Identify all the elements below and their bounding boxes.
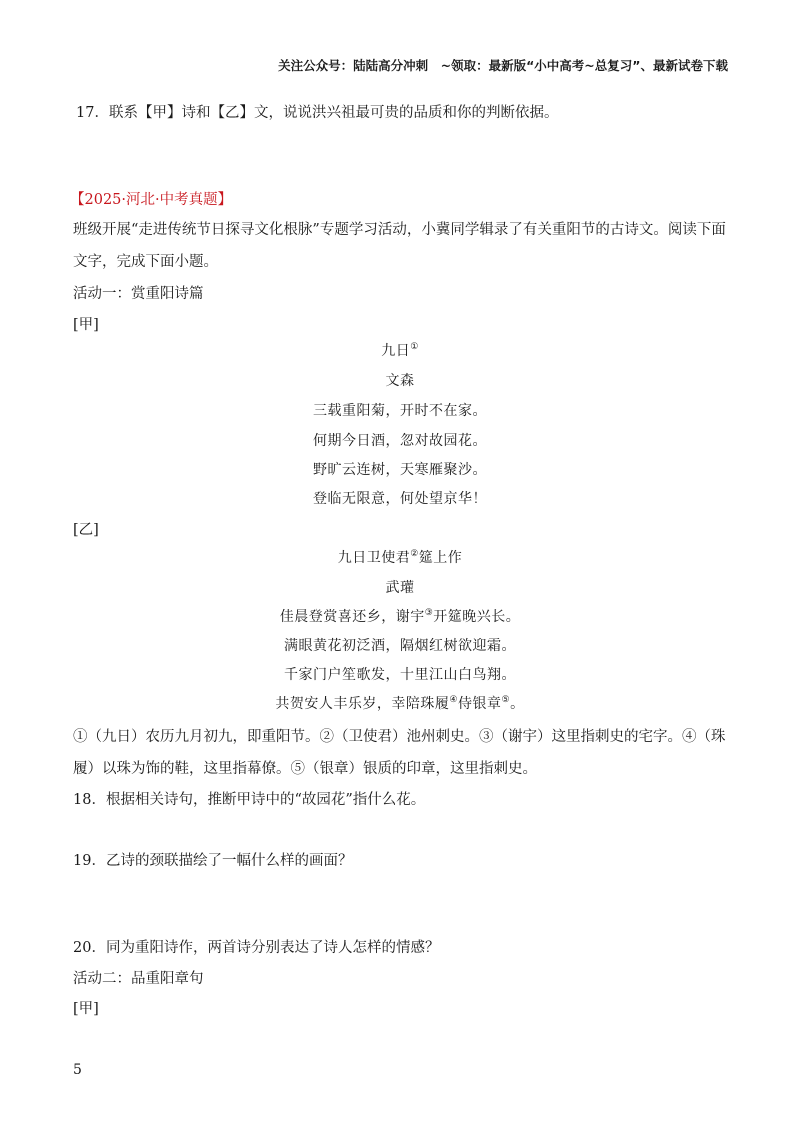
label-yi: [乙] bbox=[73, 522, 99, 538]
question-19: 19．乙诗的颈联描绘了一幅什么样的画面？ bbox=[73, 853, 353, 869]
poem2-line-1-b: 开筵晚兴长。 bbox=[433, 609, 521, 625]
poem1-line-1: 三载重阳菊，开时不在家。 bbox=[313, 403, 487, 419]
poem1-title-text: 九日 bbox=[381, 343, 411, 359]
poem2-line-4-c: 。 bbox=[510, 696, 525, 712]
poem2-line-3: 千家门户笙歌发，十里江山白鸟翔。 bbox=[284, 667, 516, 683]
notes-line-2: 履）以珠为饰的鞋，这里指幕僚。⑤（银章）银质的印章，这里指刺史。 bbox=[73, 761, 537, 777]
page-number: 5 bbox=[73, 1062, 82, 1078]
poem1-title-note: ① bbox=[410, 342, 419, 352]
poem2-title-note: ② bbox=[410, 549, 419, 559]
poem1-line-2: 何期今日酒，忽对故园花。 bbox=[313, 433, 487, 449]
poem2-line-4-b: 侍银章 bbox=[458, 696, 502, 712]
intro-line-1: 班级开展“走进传统节日探寻文化根脉”专题学习活动，小冀同学辑录了有关重阳节的古诗文。阅读下面 bbox=[73, 222, 726, 238]
poem2-line-1-note: ③ bbox=[424, 608, 434, 618]
poem2-line-4 bbox=[0, 693, 800, 713]
poem1-line-4: 登临无限意，何处望京华！ bbox=[313, 491, 487, 507]
label-jia-2: [甲] bbox=[73, 1001, 99, 1017]
page-header: 关注公众号：陆陆高分冲刺 ~领取：最新版“小中高考~总复习”、最新试卷下载 bbox=[278, 58, 728, 73]
poem2-line-4-note-1: ④ bbox=[449, 695, 458, 705]
activity-1-heading: 活动一：赏重阳诗篇 bbox=[73, 286, 204, 302]
poem2-line-4-note-2: ⑤ bbox=[501, 695, 511, 705]
activity-2-heading: 活动二：品重阳章句 bbox=[73, 971, 204, 987]
poem2-author: 武瓘 bbox=[385, 580, 415, 596]
poem1-title bbox=[0, 340, 800, 360]
question-17: 17．联系【甲】诗和【乙】文，说说洪兴祖最可贵的品质和你的判断依据。 bbox=[76, 105, 559, 121]
poem1-author: 文森 bbox=[385, 373, 415, 389]
poem2-line-4-a: 共贺安人丰乐岁，幸陪珠履 bbox=[275, 696, 450, 712]
poem2-title-b: 筵上作 bbox=[418, 550, 463, 566]
question-20: 20．同为重阳诗作，两首诗分别表达了诗人怎样的情感？ bbox=[73, 940, 440, 956]
poem2-title-a: 九日卫使君 bbox=[337, 550, 411, 566]
poem2-line-1 bbox=[0, 606, 800, 626]
source-tag: 【2025·河北·中考真题】 bbox=[70, 192, 233, 208]
notes-line-1: ①（九日）农历九月初九，即重阳节。②（卫使君）池州刺史。③（谢宇）这里指刺史的宅字。④（珠 bbox=[73, 729, 726, 745]
poem2-line-2: 满眼黄花初泛酒，隔烟红树欲迎霜。 bbox=[284, 638, 516, 654]
poem1-line-3: 野旷云连树，天寒雁聚沙。 bbox=[313, 462, 487, 478]
poem2-line-1-a: 佳晨登赏喜还乡，谢宇 bbox=[279, 609, 425, 625]
poem2-title bbox=[0, 547, 800, 567]
label-jia: [甲] bbox=[73, 317, 99, 333]
question-18: 18．根据相关诗句，推断甲诗中的“故园花”指什么花。 bbox=[73, 792, 426, 808]
intro-line-2: 文字，完成下面小题。 bbox=[73, 254, 218, 270]
